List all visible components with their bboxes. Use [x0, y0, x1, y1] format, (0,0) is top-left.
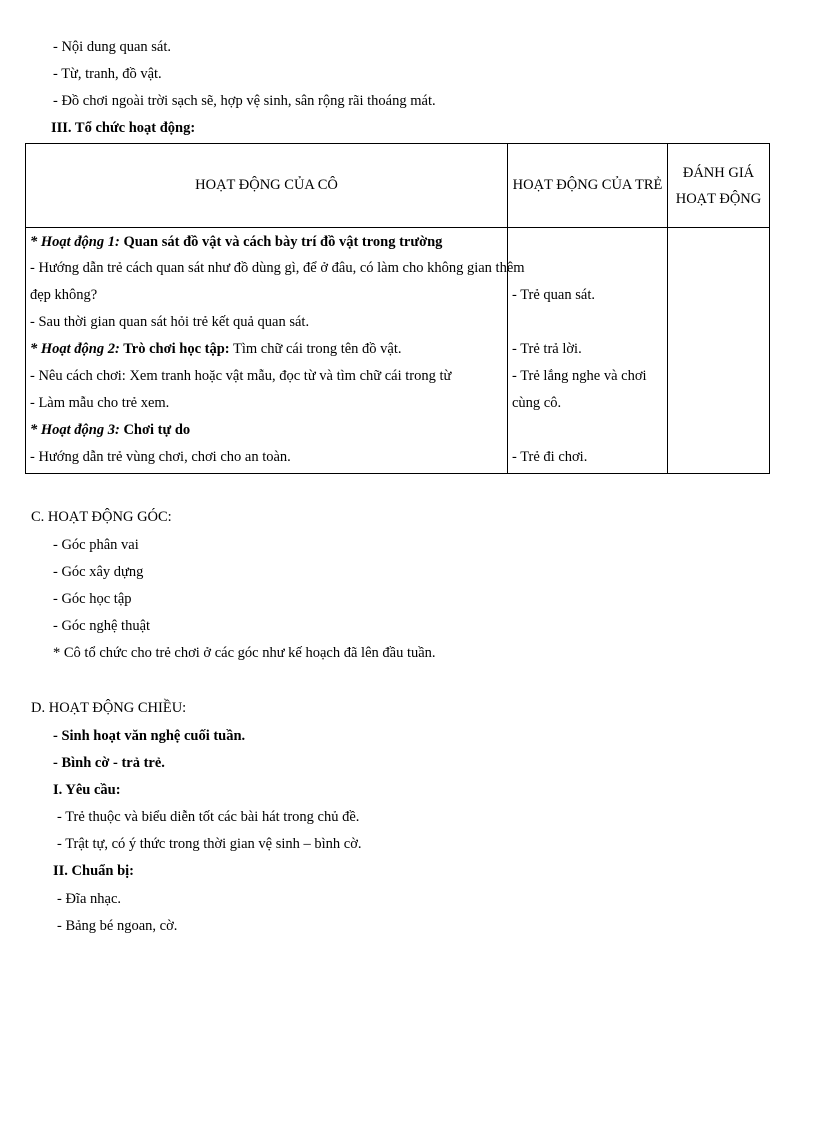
header-evaluation — [668, 144, 770, 228]
list-item: - Bảng bé ngoan, cờ. — [57, 918, 178, 934]
header-teacher: HOẠT ĐỘNG CỦA CÔ — [26, 144, 508, 228]
list-item: - Trật tự, có ý thức trong thời gian vệ sinh – bình cờ. — [57, 836, 362, 852]
list-item: - Góc xây dựng — [53, 564, 144, 580]
list-item: * Cô tổ chức cho trẻ chơi ở các góc như kế hoạch đã lên đầu tuần. — [53, 645, 436, 661]
header-child: HOẠT ĐỘNG CỦA TRẺ — [508, 144, 668, 228]
requirements-heading: I. Yêu cầu: — [53, 782, 121, 798]
teacher-line: - Nêu cách chơi: Xem tranh hoặc vật mẫu, đọc từ và tìm chữ cái trong từ — [30, 368, 452, 384]
header-evaluation-line1: ĐÁNH GIÁ — [682, 164, 755, 181]
child-line: - Trẻ trả lời. — [512, 341, 582, 357]
activity-1-heading: * Hoạt động 1: Quan sát đồ vật và cách bày trí đồ vật trong trường — [30, 234, 443, 250]
afternoon-activity: - Sinh hoạt văn nghệ cuối tuần. — [53, 728, 246, 744]
activity-2-heading: * Hoạt động 2: Trò chơi học tập: Tìm chữ cái trong tên đồ vật. — [30, 341, 402, 357]
list-item: - Góc học tập — [53, 591, 132, 607]
teacher-activities-cell — [26, 228, 525, 474]
activity-table — [25, 143, 770, 474]
child-line: - Trẻ đi chơi. — [512, 449, 588, 465]
preparation-heading: II. Chuẩn bị: — [53, 863, 134, 879]
prep-item: - Nội dung quan sát. — [53, 39, 171, 55]
list-item: - Góc phân vai — [53, 537, 139, 553]
child-activities-cell — [508, 228, 668, 474]
evaluation-cell — [668, 228, 770, 474]
afternoon-activity: - Bình cờ - trả trẻ. — [53, 755, 165, 771]
activity-3-heading: * Hoạt động 3: Chơi tự do — [30, 422, 191, 438]
prep-item: - Từ, tranh, đồ vật. — [53, 66, 162, 82]
table-header-row — [26, 144, 770, 228]
table-row — [26, 228, 770, 474]
prep-item: - Đồ chơi ngoài trời sạch sẽ, hợp vệ sinh, sân rộng rãi thoáng mát. — [53, 93, 436, 109]
section-heading-corner: C. HOẠT ĐỘNG GÓC: — [31, 509, 172, 525]
list-item: - Góc nghệ thuật — [53, 618, 151, 634]
section-heading-organization: III. Tổ chức hoạt động: — [51, 120, 196, 136]
child-line: - Trẻ lắng nghe và chơi — [512, 368, 647, 384]
child-line: cùng cô. — [512, 395, 562, 411]
teacher-line: - Hướng dẫn trẻ cách quan sát như đồ dùng gì, để ở đâu, có làm cho không gian thêm — [30, 260, 525, 276]
teacher-line: đẹp không? — [30, 287, 98, 303]
header-evaluation-line2: HOẠT ĐỘNG — [675, 190, 762, 207]
section-heading-afternoon: D. HOẠT ĐỘNG CHIỀU: — [31, 700, 187, 716]
list-item: - Trẻ thuộc và biểu diễn tốt các bài hát trong chủ đề. — [57, 809, 360, 825]
list-item: - Đĩa nhạc. — [57, 891, 122, 907]
teacher-line: - Làm mẫu cho trẻ xem. — [30, 395, 170, 411]
child-line: - Trẻ quan sát. — [512, 287, 595, 303]
teacher-line: - Sau thời gian quan sát hỏi trẻ kết quả quan sát. — [30, 314, 310, 330]
teacher-line: - Hướng dẫn trẻ vùng chơi, chơi cho an toàn. — [30, 449, 291, 465]
